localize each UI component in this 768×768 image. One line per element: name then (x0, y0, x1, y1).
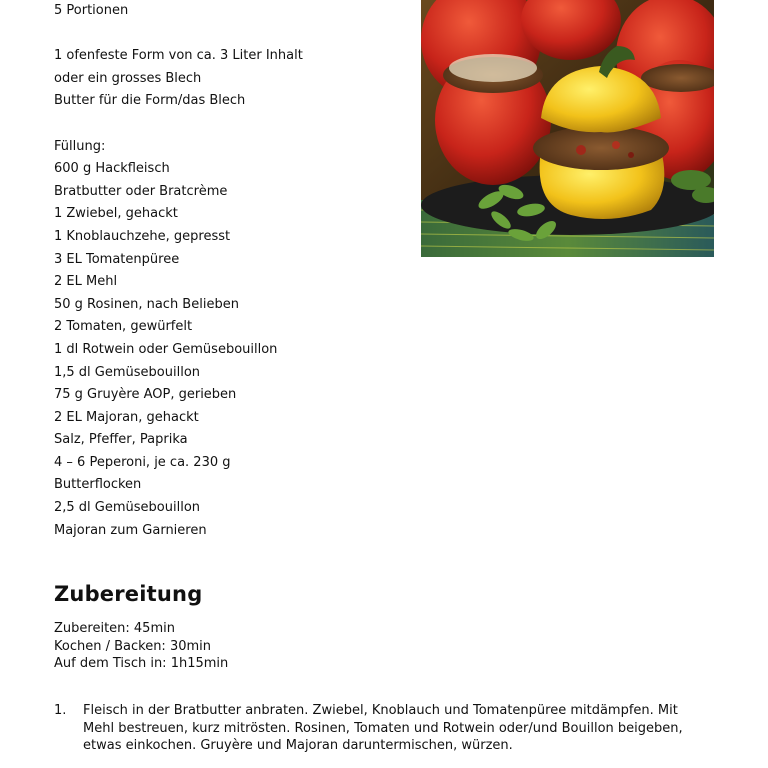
ingredient-line: 2 EL Mehl (54, 274, 118, 290)
instruction-step (54, 702, 694, 755)
ingredient-line: Butter für die Form/das Blech (54, 93, 246, 109)
prep-time: Zubereiten: 45min (54, 621, 175, 636)
total-time: Auf dem Tisch in: 1h15min (54, 656, 229, 671)
recipe-photo (421, 0, 714, 257)
spacer (54, 113, 394, 136)
ingredient-line: oder ein grosses Blech (54, 70, 202, 86)
ingredient-line: 75 g Gruyère AOP, gerieben (54, 387, 237, 403)
step-text: Fleisch in der Bratbutter anbraten. Zwiebel, Knoblauch und Tomatenpüree mitdämpfen. Mit Mehl bestreuen, kurz mitrösten. Rosinen, Tomaten und Rotwein oder/und Bouillon beigeben, etwas einkochen. Gruyère und Majoran daruntermischen, würzen. (83, 703, 683, 753)
filling-label: Füllung: (54, 138, 106, 154)
ingredient-line: 1,5 dl Gemüsebouillon (54, 364, 201, 380)
ingredient-line: 1 ofenfeste Form von ca. 3 Liter Inhalt (54, 48, 303, 64)
ingredient-line: Majoran zum Garnieren (54, 522, 207, 538)
ingredient-line: 2 EL Majoran, gehackt (54, 409, 199, 425)
section-heading: Zubereitung (54, 582, 203, 606)
ingredient-line: 1 Knoblauchzehe, gepresst (54, 228, 231, 244)
ingredient-line: 600 g Hackfleisch (54, 161, 170, 177)
ingredient-list (54, 0, 394, 542)
ingredient-line: 2,5 dl Gemüsebouillon (54, 500, 201, 516)
ingredient-line: Bratbutter oder Bratcrème (54, 183, 228, 199)
ingredient-line: 2 Tomaten, gewürfelt (54, 319, 193, 335)
spacer (54, 23, 394, 46)
step-number: 1. (54, 703, 67, 718)
ingredient-line: 4 – 6 Peperoni, je ca. 230 g (54, 454, 231, 470)
ingredient-line: 1 dl Rotwein oder Gemüsebouillon (54, 341, 278, 357)
ingredient-line: Butterflocken (54, 477, 142, 493)
instruction-steps (54, 702, 694, 755)
ingredient-line: 5 Portionen (54, 3, 129, 18)
ingredient-line: Salz, Pfeffer, Paprika (54, 432, 188, 448)
ingredient-line: 50 g Rosinen, nach Belieben (54, 296, 239, 312)
ingredient-line: 1 Zwiebel, gehackt (54, 206, 178, 222)
ingredient-line: 3 EL Tomatenpüree (54, 251, 180, 267)
cook-time: Kochen / Backen: 30min (54, 638, 212, 654)
time-info (54, 620, 228, 673)
